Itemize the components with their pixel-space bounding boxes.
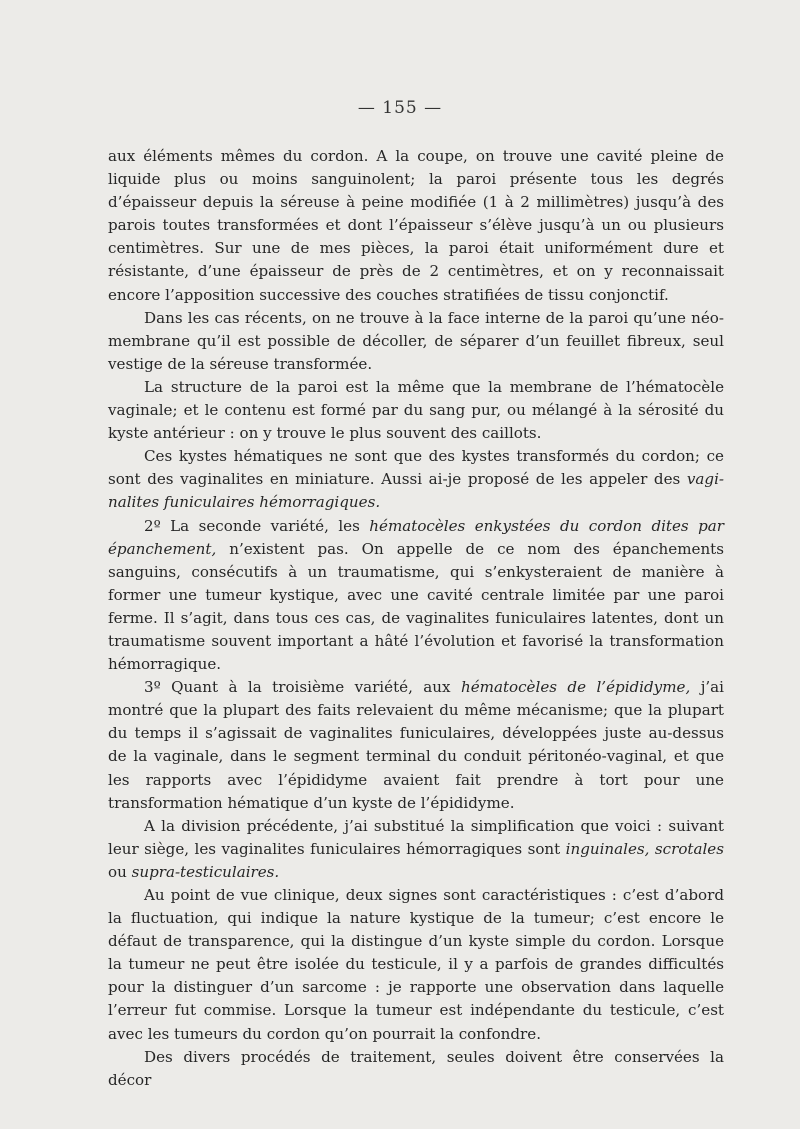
body-text xyxy=(108,145,724,1092)
text-run: ou xyxy=(108,862,132,881)
paragraph xyxy=(108,307,724,376)
text-run: Ces kystes hématiques ne sont que des kystes transformés du cordon; ce sont des vaginalites en miniature. Aussi ai-je proposé de les appeler des xyxy=(108,447,724,489)
italic-text: vaginalites funiculaires hémorragiques. xyxy=(108,470,724,512)
page-number: — 155 — xyxy=(357,98,443,118)
paragraph xyxy=(108,1046,724,1092)
text-run: Au point de vue clinique, deux signes sont caractéristiques : c’est d’abord la fluctuation, qui indique la nature kystique de la tumeur; c’est encore le défaut de transparence, qui la distingue d’un kyste simple du cordon. Lorsque la tumeur ne peut être isolée du testicule, il y a parfois de grandes difficultés pour la distinguer d’un sarcome : je rapporte une observation dans laquelle l’erreur fut commise. Lorsque la tumeur est indépendante du testicule, c’est avec les tumeurs du cordon qu’on pourrait la confondre. xyxy=(108,886,724,1043)
italic-text: supra-testiculaires. xyxy=(131,862,280,881)
paragraph xyxy=(108,884,724,1046)
paragraph xyxy=(108,445,724,514)
text-run: n’existent pas. On appelle de ce nom des épanchements sanguins, consécutifs à un traumatisme, qui s’enkysteraient de manière à former une tumeur kystique, avec une cavité centrale limitée par une paroi ferme. Il s’agit, dans tous ces cas, de vaginalites funiculaires latentes, dont un traumatisme souvent important a hâté l’évolution et favorisé la transformation hémorragique. xyxy=(108,539,724,674)
italic-text: hématocèles de l’épididyme, xyxy=(460,678,691,697)
text-run: La structure de la paroi est la même que la membrane de l’hématocèle vaginale; et le contenu est formé par du sang pur, ou mélangé à la sérosité du kyste antérieur : on y trouve le plus souvent des caillots. xyxy=(108,377,724,443)
text-run: Des divers procédés de traitement, seules doivent être conservées la décor xyxy=(108,1047,724,1089)
paragraph xyxy=(108,676,724,815)
text-run: A la division précédente, j’ai substitué la simplification que voici : suivant leur siège, les vaginalites funiculaires hémorragiques sont xyxy=(108,816,724,858)
text-run: Dans les cas récents, on ne trouve à la face interne de la paroi qu’une néo-membrane qu’il est possible de décoller, de séparer d’un feuillet fibreux, seul vestige de la séreuse transformée. xyxy=(108,308,724,373)
paragraph xyxy=(108,515,724,677)
text-run: j’ai montré que la plupart des faits relevaient du même mécanisme; que la plupart du temps il s’agissait de vaginalites funiculaires, développées juste au-dessus de la vaginale, dans le segment terminal du conduit péritonéo-vaginal, et que les rapports avec l’épididyme avaient fait prendre à tort pour une transformation hématique d’un kyste de l’épididyme. xyxy=(108,678,724,812)
paragraph xyxy=(108,145,724,307)
paragraph xyxy=(108,815,724,884)
text-run: 3º Quant à la troisième variété, aux xyxy=(144,678,461,697)
text-run: aux éléments mêmes du cordon. A la coupe, on trouve une cavité pleine de liquide plus ou moins sanguinolent; la paroi présente tous les degrés d’épaisseur depuis la séreuse à peine modifiée (1 à 2 millimètres) jusqu’à des parois toutes transformées et dont l’épaisseur s’élève jusqu’à un ou plusieurs centimètres. Sur une de mes pièces, la paroi était uniformément dure et résistante, d’une épaisseur de près de 2 centimètres, et on y reconnaissait encore l’apposition successive des couches stratifiées de tissu conjonctif. xyxy=(108,147,724,304)
italic-text: hématocèles enkystées du cordon dites par épanchement, xyxy=(108,516,724,558)
text-run: 2º La seconde variété, les xyxy=(144,516,370,535)
paragraph xyxy=(108,376,724,445)
italic-text: inguinales, scrotales xyxy=(565,839,724,858)
